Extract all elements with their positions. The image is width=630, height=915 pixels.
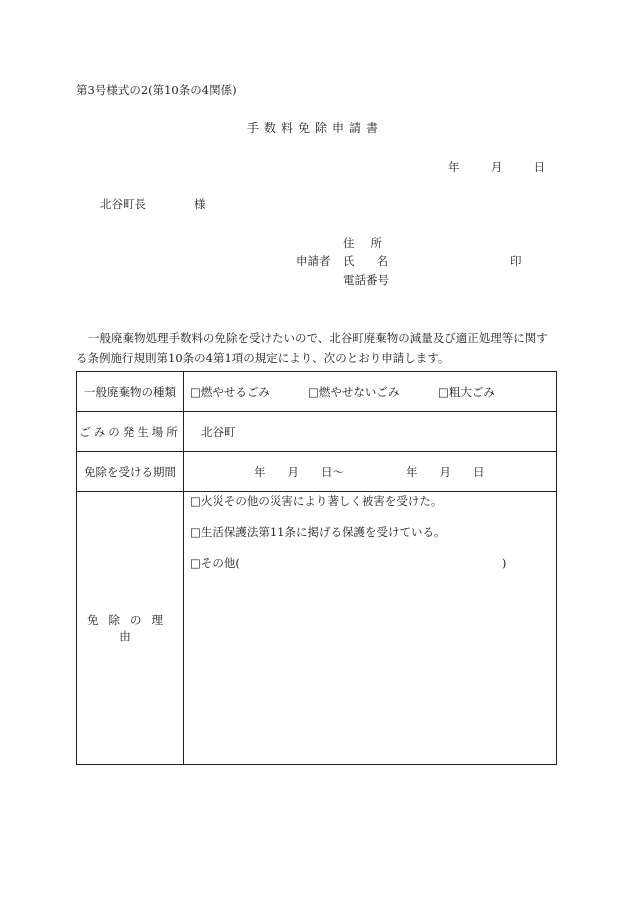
name-label bbox=[343, 256, 388, 268]
name-label-part2: 名 bbox=[376, 254, 388, 268]
period-to-month[interactable]: 月 bbox=[439, 464, 451, 479]
location-value[interactable]: 北谷町 bbox=[201, 424, 236, 439]
reason-cell bbox=[184, 492, 557, 765]
document-title: 手数料免除申請書 bbox=[246, 121, 383, 135]
waste-type-label: 一般廃棄物の種類 bbox=[77, 372, 184, 412]
date-line bbox=[448, 162, 545, 174]
addressee-honorific: 様 bbox=[194, 197, 206, 211]
date-year: 年 bbox=[448, 160, 460, 174]
period-from-year[interactable]: 年 bbox=[254, 464, 266, 479]
reason-option-other[interactable] bbox=[184, 554, 556, 585]
period-to-day[interactable]: 日 bbox=[473, 464, 485, 479]
form-reference: 第3号様式の2(第10条の4関係) bbox=[76, 83, 237, 97]
applicant-label: 申請者 bbox=[296, 254, 331, 268]
checkbox-oversized[interactable]: □粗大ごみ bbox=[438, 384, 495, 399]
reason-row bbox=[77, 492, 557, 765]
date-month: 月 bbox=[490, 160, 503, 174]
phone-label: 電話番号 bbox=[343, 273, 389, 287]
reason-option-welfare[interactable]: □生活保護法第11条に掲げる保護を受けている。 bbox=[190, 525, 446, 539]
date-day: 日 bbox=[533, 160, 546, 174]
location-row bbox=[77, 412, 557, 452]
reason-label: 免除の理由 bbox=[77, 492, 184, 765]
period-row bbox=[77, 452, 557, 492]
period-cell bbox=[184, 452, 557, 492]
waste-type-options bbox=[184, 372, 557, 412]
application-table bbox=[76, 371, 557, 765]
addressee bbox=[100, 199, 206, 211]
checkbox-burnable[interactable]: □燃やせるごみ bbox=[190, 384, 270, 399]
seal-mark: 印 bbox=[510, 254, 522, 268]
reason-other-label: □その他( bbox=[190, 556, 240, 570]
reason-option-disaster[interactable]: □火災その他の災害により著しく被害を受けた。 bbox=[190, 494, 443, 508]
address-label-part1: 住 bbox=[343, 236, 357, 250]
waste-type-row bbox=[77, 372, 557, 412]
period-label: 免除を受ける期間 bbox=[77, 452, 184, 492]
checkbox-nonburnable[interactable]: □燃やせないごみ bbox=[308, 384, 400, 399]
period-to-year[interactable]: 年 bbox=[406, 464, 418, 479]
period-from-day[interactable]: 日〜 bbox=[321, 464, 344, 479]
intro-paragraph: 一般廃棄物処理手数料の免除を受けたいので、北谷町廃棄物の減量及び適正処理等に関する条例施行規則第10条の4第1項の規定により、次のとおり申請します。 bbox=[76, 331, 548, 365]
period-from-month[interactable]: 月 bbox=[287, 464, 299, 479]
location-cell bbox=[184, 412, 557, 452]
addressee-name: 北谷町長 bbox=[100, 197, 146, 211]
address-label bbox=[343, 238, 384, 250]
reason-other-close: ) bbox=[501, 556, 507, 570]
address-label-part2: 所 bbox=[370, 236, 384, 250]
location-label: ごみの発生場所 bbox=[77, 412, 184, 452]
name-label-part1: 氏 bbox=[343, 254, 355, 268]
